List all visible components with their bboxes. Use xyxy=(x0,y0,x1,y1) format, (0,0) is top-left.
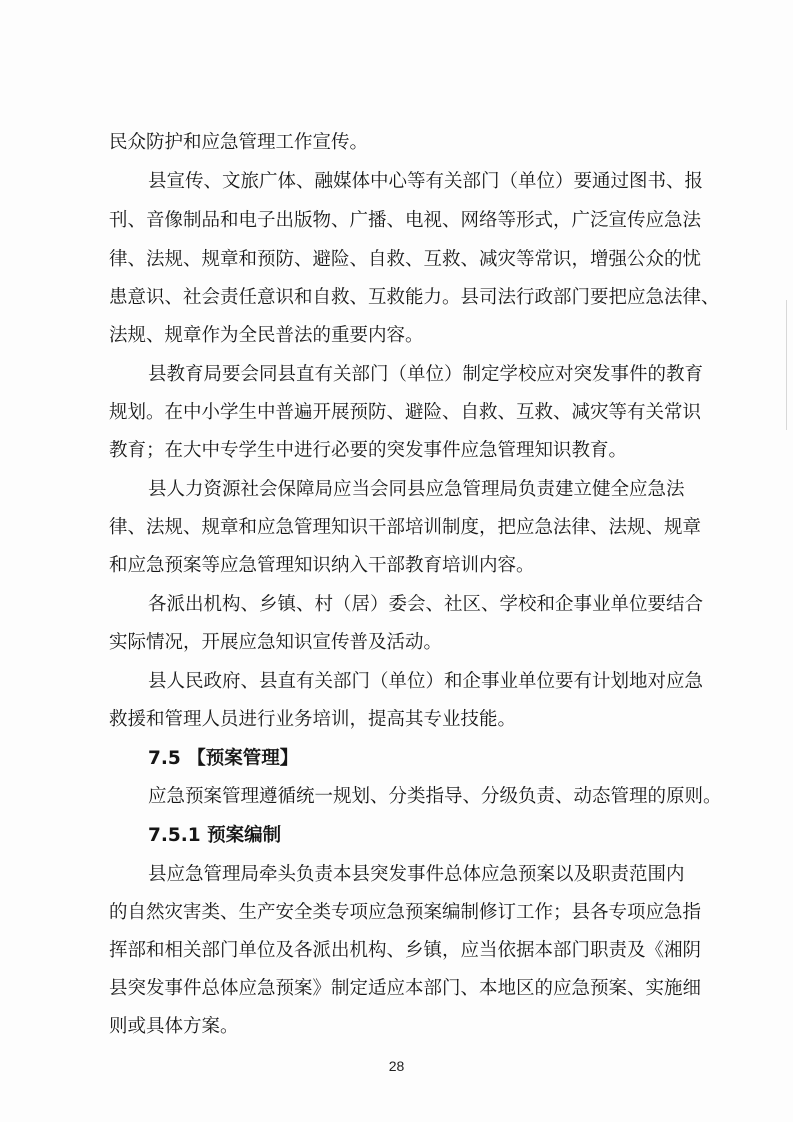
body-line: 县教育局要会同县直有关部门（单位）制定学校应对突发事件的教育 xyxy=(148,364,704,385)
body-line: 律、法规、规章和应急管理知识干部培训制度，把应急法律、法规、规章 xyxy=(109,517,702,538)
body-line: 则或具体方案。 xyxy=(109,1016,239,1037)
body-line: 教育；在大中专学生中进行必要的突发事件应急管理知识教育。 xyxy=(109,440,628,461)
body-line: 律、法规、规章和预防、避险、自救、互救、减灾等常识，增强公众的忧 xyxy=(109,249,702,270)
subsection-heading: 7.5.1 预案编制 xyxy=(148,825,282,846)
body-line: 挥部和相关部门单位及各派出机构、乡镇，应当依据本部门职责及《湘阴 xyxy=(109,940,702,961)
body-line: 规划。在中小学生中普遍开展预防、避险、自救、互救、减灾等有关常识 xyxy=(109,402,702,423)
body-line: 县应急管理局牵头负责本县突发事件总体应急预案以及职责范围内 xyxy=(148,864,685,885)
body-line: 的自然灾害类、生产安全类专项应急预案编制修订工作；县各专项应急指 xyxy=(109,902,702,923)
body-line: 民众防护和应急管理工作宣传。 xyxy=(109,132,369,153)
body-line: 和应急预案等应急管理知识纳入干部教育培训内容。 xyxy=(109,555,535,576)
body-line: 患意识、社会责任意识和自救、互救能力。县司法行政部门要把应急法律、 xyxy=(109,287,720,308)
body-line: 县突发事件总体应急预案》制定适应本部门、本地区的应急预案、实施细 xyxy=(109,978,702,999)
body-line: 县宣传、文旅广体、融媒体中心等有关部门（单位）要通过图书、报 xyxy=(148,171,704,192)
body-line: 法规、规章作为全民普法的重要内容。 xyxy=(109,325,424,346)
body-line: 应急预案管理遵循统一规划、分类指导、分级负责、动态管理的原则。 xyxy=(148,786,722,807)
body-line: 救援和管理人员进行业务培训，提高其专业技能。 xyxy=(109,709,517,730)
body-line: 实际情况，开展应急知识宣传普及活动。 xyxy=(109,632,443,653)
body-line: 县人民政府、县直有关部门（单位）和企事业单位要有计划地对应急 xyxy=(148,671,704,692)
page-number: 28 xyxy=(388,1058,405,1074)
body-line: 刊、音像制品和电子出版物、广播、电视、网络等形式，广泛宣传应急法 xyxy=(109,210,702,231)
section-heading: 7.5 【预案管理】 xyxy=(148,748,299,769)
scan-edge-mark xyxy=(786,300,787,430)
body-line: 县人力资源社会保障局应当会同县应急管理局负责建立健全应急法 xyxy=(148,479,685,500)
body-line: 各派出机构、乡镇、村（居）委会、社区、学校和企事业单位要结合 xyxy=(148,594,704,615)
